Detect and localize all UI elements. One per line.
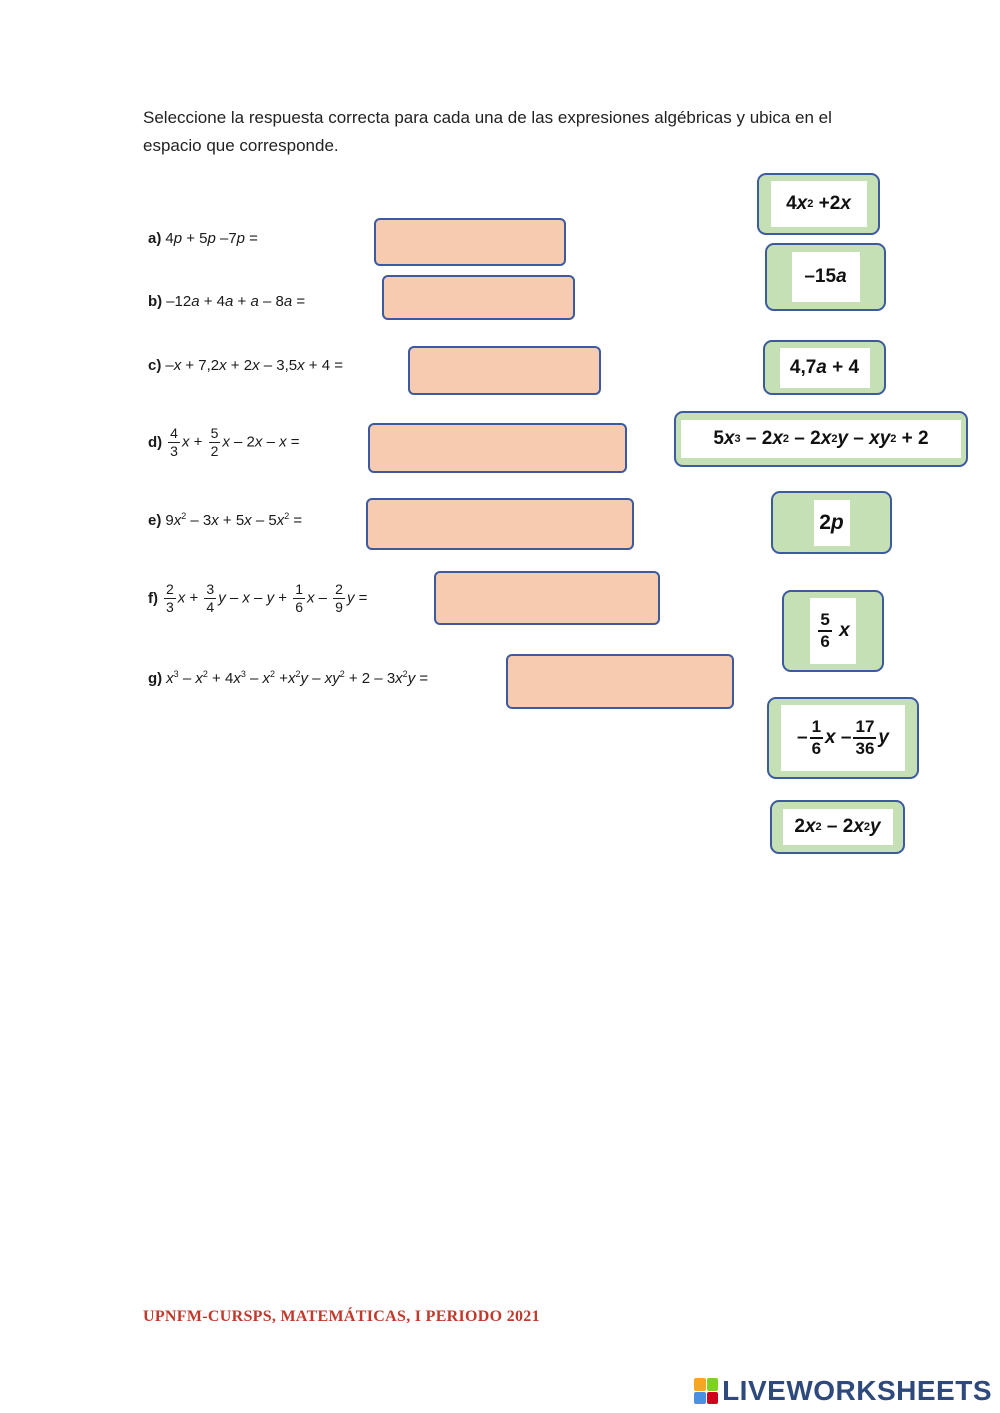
drop-zone-a[interactable] [374, 218, 566, 266]
question-expression: –x + 7,2x + 2x – 3,5x + 4 = [165, 356, 343, 374]
question-label: c) [148, 356, 162, 374]
instructions-text: Seleccione la respuesta correcta para cada una de las expresiones algébricas y ubica en el espacio que corresponde. [143, 108, 832, 155]
drop-zone-d[interactable] [368, 423, 627, 473]
question-f [148, 573, 367, 623]
question-a [148, 213, 258, 263]
question-expression: 4p + 5p –7p = [165, 229, 258, 247]
brand-logo[interactable] [694, 1375, 992, 1407]
question-d [148, 417, 300, 467]
question-label: f) [148, 589, 158, 607]
answer-text: 5 x 3 – 2 x 2 – 2 x 2 y – xy 2 + 2 [681, 420, 961, 458]
answer-text: 2 p [814, 500, 850, 546]
footer-text: UPNFM-CURSPS, MATEMÁTICAS, I PERIODO 2021 [143, 1308, 540, 1325]
answer-text: 4 x 2 +2 x [771, 181, 867, 227]
question-label: a) [148, 229, 162, 247]
answer-card-2x2-minus-2x2y[interactable] [770, 800, 905, 854]
liveworksheets-icon [694, 1378, 718, 1404]
answer-card-polynomial[interactable] [674, 411, 968, 467]
question-b [148, 276, 305, 326]
drop-zone-g[interactable] [506, 654, 734, 709]
drop-zone-f[interactable] [434, 571, 660, 625]
question-label: e) [148, 511, 162, 529]
answer-text: 4,7 a + 4 [780, 348, 870, 388]
answer-card-minus-15a[interactable] [765, 243, 886, 311]
answer-text: $\frac{5}{6}$ x [810, 598, 856, 664]
answer-card-minus-1-6x-minus-17-36y[interactable] [767, 697, 919, 779]
answer-text: 2 x 2 – 2 x 2 y [783, 809, 893, 845]
answer-card-4x2-plus-2x[interactable] [757, 173, 880, 235]
question-label: g) [148, 669, 163, 687]
answer-card-2p[interactable] [771, 491, 892, 554]
answer-card-5-6x[interactable] [782, 590, 884, 672]
brand-name: LIVEWORKSHEETS [722, 1375, 992, 1406]
question-c [148, 340, 343, 390]
question-e [148, 495, 302, 545]
answer-card-4-7a-plus-4[interactable] [763, 340, 886, 395]
answer-text: – $\frac{1}{6}$ x – $\frac{17}{36}$ y [781, 705, 905, 771]
question-expression: –12a + 4a + a – 8a = [166, 292, 306, 310]
question-expression: $9x^2 - 3x + 5x - 5x^2$ = [165, 510, 303, 529]
answer-text: –15 a [792, 252, 860, 302]
question-expression: $x^3 - x^2 + 4x^3 - x^2 +x^2y - xy^2 + 2 - 3x^2y$ = [166, 668, 429, 687]
question-label: b) [148, 292, 163, 310]
question-expression: $\frac{2}{3}$ x + $\frac{3}{4}$ y – x – y + $\frac{1}{6}$ x – $\frac{2}{9}$ y = [166, 580, 368, 615]
question-expression: $\frac{4}{3}$ x + $\frac{5}{2}$ x – 2x – x = [170, 424, 300, 459]
drop-zone-c[interactable] [408, 346, 601, 395]
drop-zone-b[interactable] [382, 275, 575, 320]
question-g [148, 653, 428, 703]
drop-zone-e[interactable] [366, 498, 634, 550]
question-label: d) [148, 433, 163, 451]
